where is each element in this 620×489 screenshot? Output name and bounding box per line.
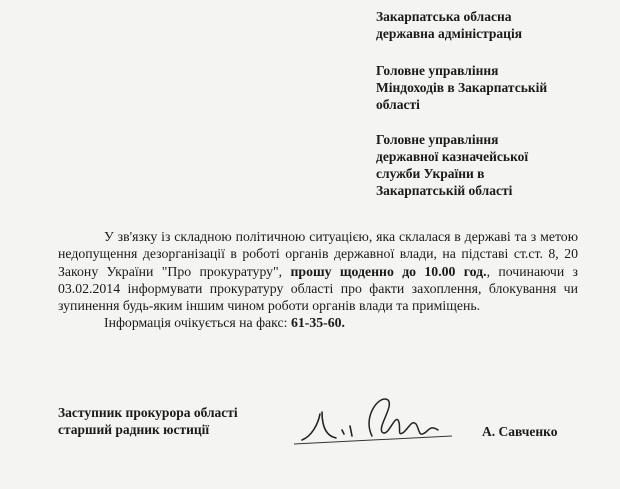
signatory-title-line: старший радник юстиції xyxy=(58,422,210,437)
body-bold-deadline: прошу щоденно до 10.00 год. xyxy=(290,263,487,279)
body-paragraph-2 xyxy=(58,314,578,331)
addressee-line: Міндоходів в Закарпатській xyxy=(376,80,548,95)
handwritten-signature xyxy=(292,386,452,448)
body-text-run: , починаючи з 03.02.2014 інформувати прокуратуру області про факти захоплення, блокування чи зупинення будь-яким іншим чином роботи органів влади та приміщень. xyxy=(58,263,578,314)
fax-number: 61-35-60. xyxy=(290,315,345,331)
addressee-regional-administration xyxy=(376,8,522,42)
addressee-line: державна адміністрація xyxy=(376,26,522,41)
body-text-run: Інформація очікується на факс: xyxy=(104,315,291,331)
addressee-revenue-ministry xyxy=(376,62,547,113)
signer-name: А. Савченко xyxy=(482,424,558,439)
signatory-title-line: Заступник прокурора області xyxy=(58,405,238,420)
letter-body xyxy=(58,228,578,332)
addressee-line: області xyxy=(376,97,420,112)
addressee-line: Головне управління xyxy=(376,63,499,78)
addressee-line: державної казначейської xyxy=(376,149,529,164)
signatory-title xyxy=(58,404,238,438)
addressee-line: служби України в xyxy=(376,166,485,181)
addressee-line: Закарпатська обласна xyxy=(376,9,512,24)
body-text-run: У зв'язку із складною політичною ситуацією, яка склалася в державі та з метою недопущення дезорганізації в роботі органів державної влади, на підставі ст.ст. 8, 20 Закону України "Про прокуратуру", xyxy=(58,229,578,279)
body-paragraph-1 xyxy=(58,228,578,314)
addressee-treasury-service xyxy=(376,131,528,199)
addressee-line: Закарпатській області xyxy=(376,183,513,198)
addressee-line: Головне управління xyxy=(376,132,499,147)
